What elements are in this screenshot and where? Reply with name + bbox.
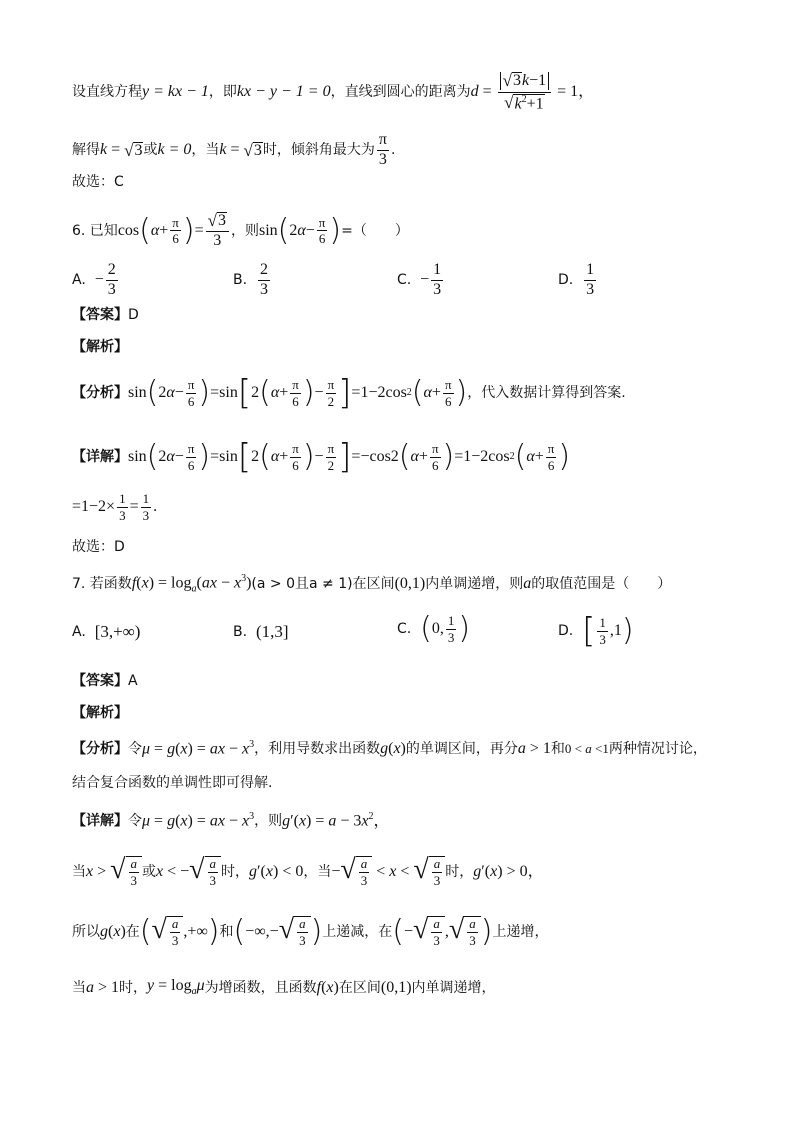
q5-or: 或 xyxy=(143,142,158,159)
formula-interval-left: ( −∞,− √ $\frac{a}{3}$ ) xyxy=(233,913,323,949)
formula-g-x: g(x) xyxy=(100,922,126,940)
formula-fenxi: sin ( 2 α − $\frac{\pi}{6}$ ) =sin [ 2 ( α + $\frac{\pi}{6}$ ) − $\frac{\pi}{2}$ ] =1−2cos 2 ( α + $\frac{\pi}{6}$ ) xyxy=(128,373,468,413)
xj-text: 或 xyxy=(142,863,157,880)
q5-line2-suffix: 时，倾斜角最大为 xyxy=(262,142,375,159)
option-fraction: $\frac{2}{3}$ xyxy=(107,261,116,298)
q7-option-c xyxy=(397,611,471,647)
q7-option-a xyxy=(72,622,140,642)
xj-text: 令 xyxy=(128,812,142,829)
q7-answer xyxy=(72,674,138,688)
xj-text: ，则 xyxy=(254,812,283,829)
q5-line1-mid1: ，即 xyxy=(208,84,237,101)
fenxi-suffix: ，代入数据计算得到答案. xyxy=(467,385,626,401)
option-text: (1,3] xyxy=(255,622,289,641)
formula-f-def: $f(x) = \log_a(ax - x^3)$ xyxy=(131,573,252,595)
q7-jiexi: 【解析】 xyxy=(72,705,128,721)
q7-fenxi-line2: 结合复合函数的单调性即可得解. xyxy=(72,775,273,791)
fenxi-text: 两种情况讨论， xyxy=(608,740,707,757)
formula-cos-given: cos ( α + $\frac{\pi}{6}$ ) = √ 3 3 xyxy=(118,212,231,250)
q5-line2-mid: ，当 xyxy=(191,142,220,159)
formula-interval-mid: ( − √ $\frac{a}{3}$ , √ $\frac{a}{3}$ ) xyxy=(392,913,493,949)
q7-xiangjie xyxy=(72,812,390,829)
option-d-render: [ $\frac{1}{3}$ ,1 ) xyxy=(582,611,634,651)
option-label: B. xyxy=(233,272,248,289)
formula-x-lt: x < − √ $\frac{a}{3}$ xyxy=(156,856,221,887)
option-text: [3,+∞) xyxy=(94,622,141,641)
fenxi-text: ，利用导数求出函数 xyxy=(254,740,381,757)
answer-tag: 【答案】 xyxy=(72,673,128,689)
q6-option-c xyxy=(397,262,445,299)
answer-tag: 【答案】 xyxy=(72,307,128,323)
formula-k-sqrt3: k = √ 3 xyxy=(100,140,143,160)
q7-stem-mid: 在区间 xyxy=(352,576,395,593)
fenxi-text: 令 xyxy=(128,740,142,757)
option-label: C. xyxy=(397,272,412,289)
q6-option-a xyxy=(72,262,120,299)
q7-last xyxy=(72,978,496,997)
q6-final: 故选：D xyxy=(72,539,125,555)
q6-stem-suffix: =（ ） xyxy=(341,222,409,239)
xj-text: 时， xyxy=(119,979,148,996)
formula-gp-pos: g′(x) > 0， xyxy=(473,862,544,880)
formula-line-eq: y = kx − 1 xyxy=(142,83,209,101)
formula-distance: d = √ 3 k −1 √ $k^2+1$ = 1， xyxy=(470,71,595,113)
xj-text: 时， xyxy=(221,863,250,880)
formula-interval-right: ( √ $\frac{a}{3}$ ,+∞ ) xyxy=(139,913,220,949)
xj-text: 为增函数，且函数 xyxy=(204,979,317,996)
answer-value: D xyxy=(128,307,139,323)
formula-calc: =1−2× $\frac{1}{3}$ = $\frac{1}{3}$ . xyxy=(72,491,158,523)
xj-text: 在区间 xyxy=(338,979,381,996)
q5-answer: 故选：C xyxy=(72,174,124,190)
option-label: A. xyxy=(72,272,86,289)
formula-log-mu: $y = \log_a\mu$ xyxy=(147,977,205,998)
formula-f-x: f(x) xyxy=(316,978,339,996)
formula-k-zero: k = 0 xyxy=(157,141,192,159)
formula-sin-target: sin ( 2 α − $\frac{\pi}{6}$ ) xyxy=(258,212,342,248)
q7-option-b xyxy=(233,622,289,642)
xj-text: 当 xyxy=(72,863,86,880)
fenxi-text: 的单调区间，再分 xyxy=(405,740,518,757)
formula-xiangjie: sin ( 2 α − $\frac{\pi}{6}$ ) =sin [ 2 ( α + $\frac{\pi}{6}$ ) − $\frac{\pi}{2}$ ] =−cos2 ( α + $\frac{\pi}{6}$ ) =1−2cos 2 ( α + $\frac{\pi}{6}$ ) xyxy=(128,437,571,477)
q6-xiangjie xyxy=(72,437,571,477)
xj-text: 所以 xyxy=(72,923,100,940)
fenxi-text: 和 xyxy=(550,740,565,757)
option-label: B. xyxy=(233,624,248,640)
formula-a-gt-1-b: a > 1 xyxy=(86,978,120,996)
option-sign: − xyxy=(420,271,430,289)
fenxi-tag: 【分析】 xyxy=(72,740,128,757)
q7-var: a xyxy=(523,575,532,593)
q6-option-d xyxy=(558,262,598,299)
formula-derivative: $g'(x) = a - 3x^2$， xyxy=(282,811,390,830)
q7-option-d xyxy=(558,611,634,651)
formula-general-eq: kx − y − 1 = 0 xyxy=(236,83,331,101)
q7-stem-end: 的取值范围是（ ） xyxy=(531,576,672,593)
formula-mu-def: μ = g(x) = ax − $x^3$ xyxy=(142,811,255,830)
q7-monotone-cases xyxy=(72,856,544,887)
q5-line1-prefix: 设直线方程 xyxy=(72,84,142,101)
xj-text: ，当 xyxy=(303,863,332,880)
xj-text: 上递减，在 xyxy=(322,923,393,940)
q6-answer xyxy=(72,308,139,322)
formula-x-gt: x > √ $\frac{a}{3}$ xyxy=(86,856,142,887)
fenxi-tag: 【分析】 xyxy=(72,385,128,401)
formula-interval-01: (0,1) xyxy=(380,978,412,996)
option-label: D. xyxy=(558,272,574,289)
q6-stem xyxy=(72,212,409,250)
formula-g: g(x) xyxy=(380,739,406,757)
q6-stem-mid: ，则 xyxy=(230,222,259,239)
xj-text: 时， xyxy=(445,863,474,880)
formula-mu: μ = g(x) = ax − $x^3$ xyxy=(142,739,255,758)
q7-condition: (a > 0且a ≠ 1) xyxy=(251,576,353,593)
q5-line2: 解得 k = √ 3 或 k = 0 ，当 k = √ 3 时，倾斜角最大为 $\frac{\pi}{3}$ . xyxy=(72,131,396,168)
formula-a-gt-1: a > 1 xyxy=(517,739,551,757)
q5-line1-mid2: ，直线到圆心的距离为 xyxy=(330,84,471,101)
answer-value: A xyxy=(128,673,138,689)
option-sign: − xyxy=(94,271,104,289)
q7-stem-suffix: 内单调递增，则 xyxy=(425,576,524,593)
q7-stem xyxy=(72,574,671,595)
xj-text: 和 xyxy=(219,923,234,940)
q7-stem-prefix: 7. 若函数 xyxy=(72,576,132,593)
option-fraction: $\frac{2}{3}$ xyxy=(259,261,268,298)
formula-k-sqrt3-b: k = √ 3 xyxy=(219,140,262,160)
q6-fenxi xyxy=(72,373,626,413)
xj-text: 在 xyxy=(125,923,140,940)
xiangjie-tag: 【详解】 xyxy=(72,449,128,465)
xj-text: 内单调递增， xyxy=(411,979,496,996)
q6-calc xyxy=(72,492,157,522)
q7-intervals xyxy=(72,913,549,949)
formula-x-between: − √ $\frac{a}{3}$ < x < √ $\frac{a}{3}$ xyxy=(331,856,445,887)
xj-text: 当 xyxy=(72,979,86,996)
q6-jiexi: 【解析】 xyxy=(72,339,128,355)
q7-interval: (0,1) xyxy=(394,575,426,593)
option-fraction: $\frac{1}{3}$ xyxy=(586,261,595,298)
option-label: A. xyxy=(72,624,86,640)
q7-fenxi xyxy=(72,740,707,757)
option-label: C. xyxy=(397,621,412,638)
formula-pi-3: $\frac{\pi}{3}$ xyxy=(378,131,387,168)
formula-a-range: 0 < a <1 xyxy=(564,741,609,757)
option-fraction: $\frac{1}{3}$ xyxy=(433,261,442,298)
q5-line1 xyxy=(72,72,594,113)
xj-text: 上递增， xyxy=(492,923,549,940)
formula-gp-neg: g′(x) < 0 xyxy=(249,862,304,880)
option-c-render: ( 0, $\frac{1}{3}$ ) xyxy=(420,611,471,647)
q6-option-b xyxy=(233,262,272,299)
q5-line2-prefix: 解得 xyxy=(72,142,100,159)
xiangjie-tag: 【详解】 xyxy=(72,812,128,829)
q6-stem-prefix: 6. 已知 xyxy=(72,222,118,239)
option-label: D. xyxy=(558,623,574,639)
